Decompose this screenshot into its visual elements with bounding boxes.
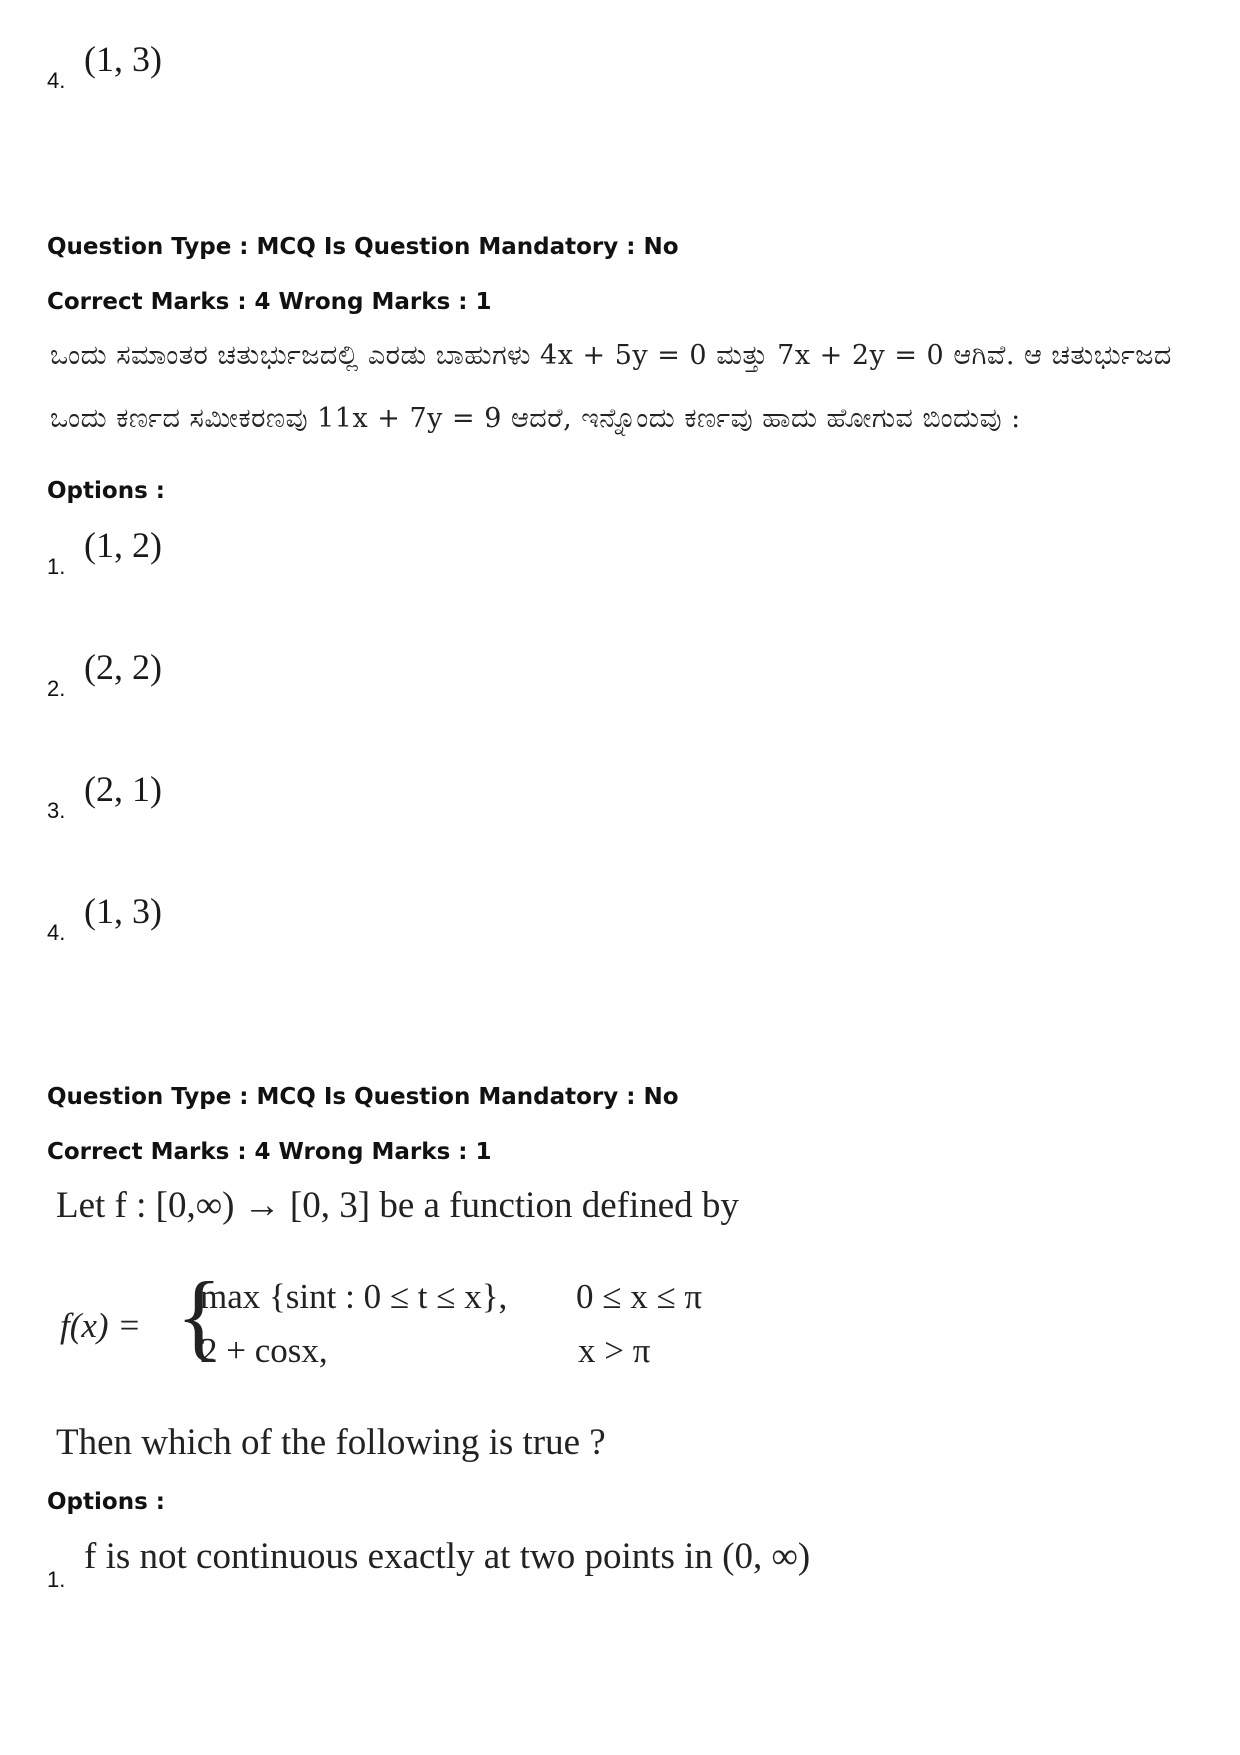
- option-number: 4.: [47, 68, 66, 93]
- marks-line: Correct Marks : 4 Wrong Marks : 1: [47, 289, 492, 315]
- question-text-line-1: ಒಂದು ಸಮಾಂತರ ಚತುರ್ಭುಜದಲ್ಲಿ ಎರಡು ಬಾಹುಗಳು 4x + 5y = 0 ಮತ್ತು 7x + 2y = 0 ಆಗಿವೆ. ಆ ಚತುರ್ಭುಜದ: [50, 340, 1172, 371]
- piecewise-brace: {: [176, 1262, 223, 1369]
- case-2-expression: 2 + cosx,: [200, 1331, 328, 1370]
- option-number: 3.: [47, 798, 66, 823]
- question-stem: Let f : [0,∞) → [0, 3] be a function defined by: [56, 1185, 739, 1226]
- case-2-condition: x > π: [578, 1331, 651, 1370]
- question-text-line-2: ಒಂದು ಕರ್ಣದ ಸಮೀಕರಣವು 11x + 7y = 9 ಆದರೆ, ಇನ್ನೊಂದು ಕರ್ಣವು ಹಾದು ಹೋಗುವ ಬಿಂದುವು :: [50, 403, 1021, 434]
- option-value: (1, 3): [84, 891, 162, 931]
- options-label: Options :: [47, 478, 165, 504]
- option-number: 1.: [47, 554, 66, 579]
- option-number: 2.: [47, 676, 66, 701]
- option-value: f is not continuous exactly at two points in (0, ∞): [84, 1536, 811, 1577]
- question-type-line: Question Type : MCQ Is Question Mandatory : No: [47, 234, 679, 260]
- marks-line: Correct Marks : 4 Wrong Marks : 1: [47, 1139, 492, 1165]
- case-1-expression: max {sint : 0 ≤ t ≤ x},: [200, 1277, 508, 1316]
- option-value: (2, 1): [84, 769, 162, 809]
- options-label: Options :: [47, 1489, 165, 1515]
- option-number: 4.: [47, 920, 66, 945]
- option-value: (1, 3): [84, 39, 162, 79]
- option-value: (2, 2): [84, 647, 162, 687]
- option-value: (1, 2): [84, 525, 162, 565]
- function-label: f(x) =: [60, 1306, 141, 1345]
- option-number: 1.: [47, 1567, 66, 1592]
- question-type-line: Question Type : MCQ Is Question Mandatory : No: [47, 1084, 679, 1110]
- case-1-condition: 0 ≤ x ≤ π: [576, 1277, 703, 1316]
- question-prompt: Then which of the following is true ?: [56, 1422, 606, 1463]
